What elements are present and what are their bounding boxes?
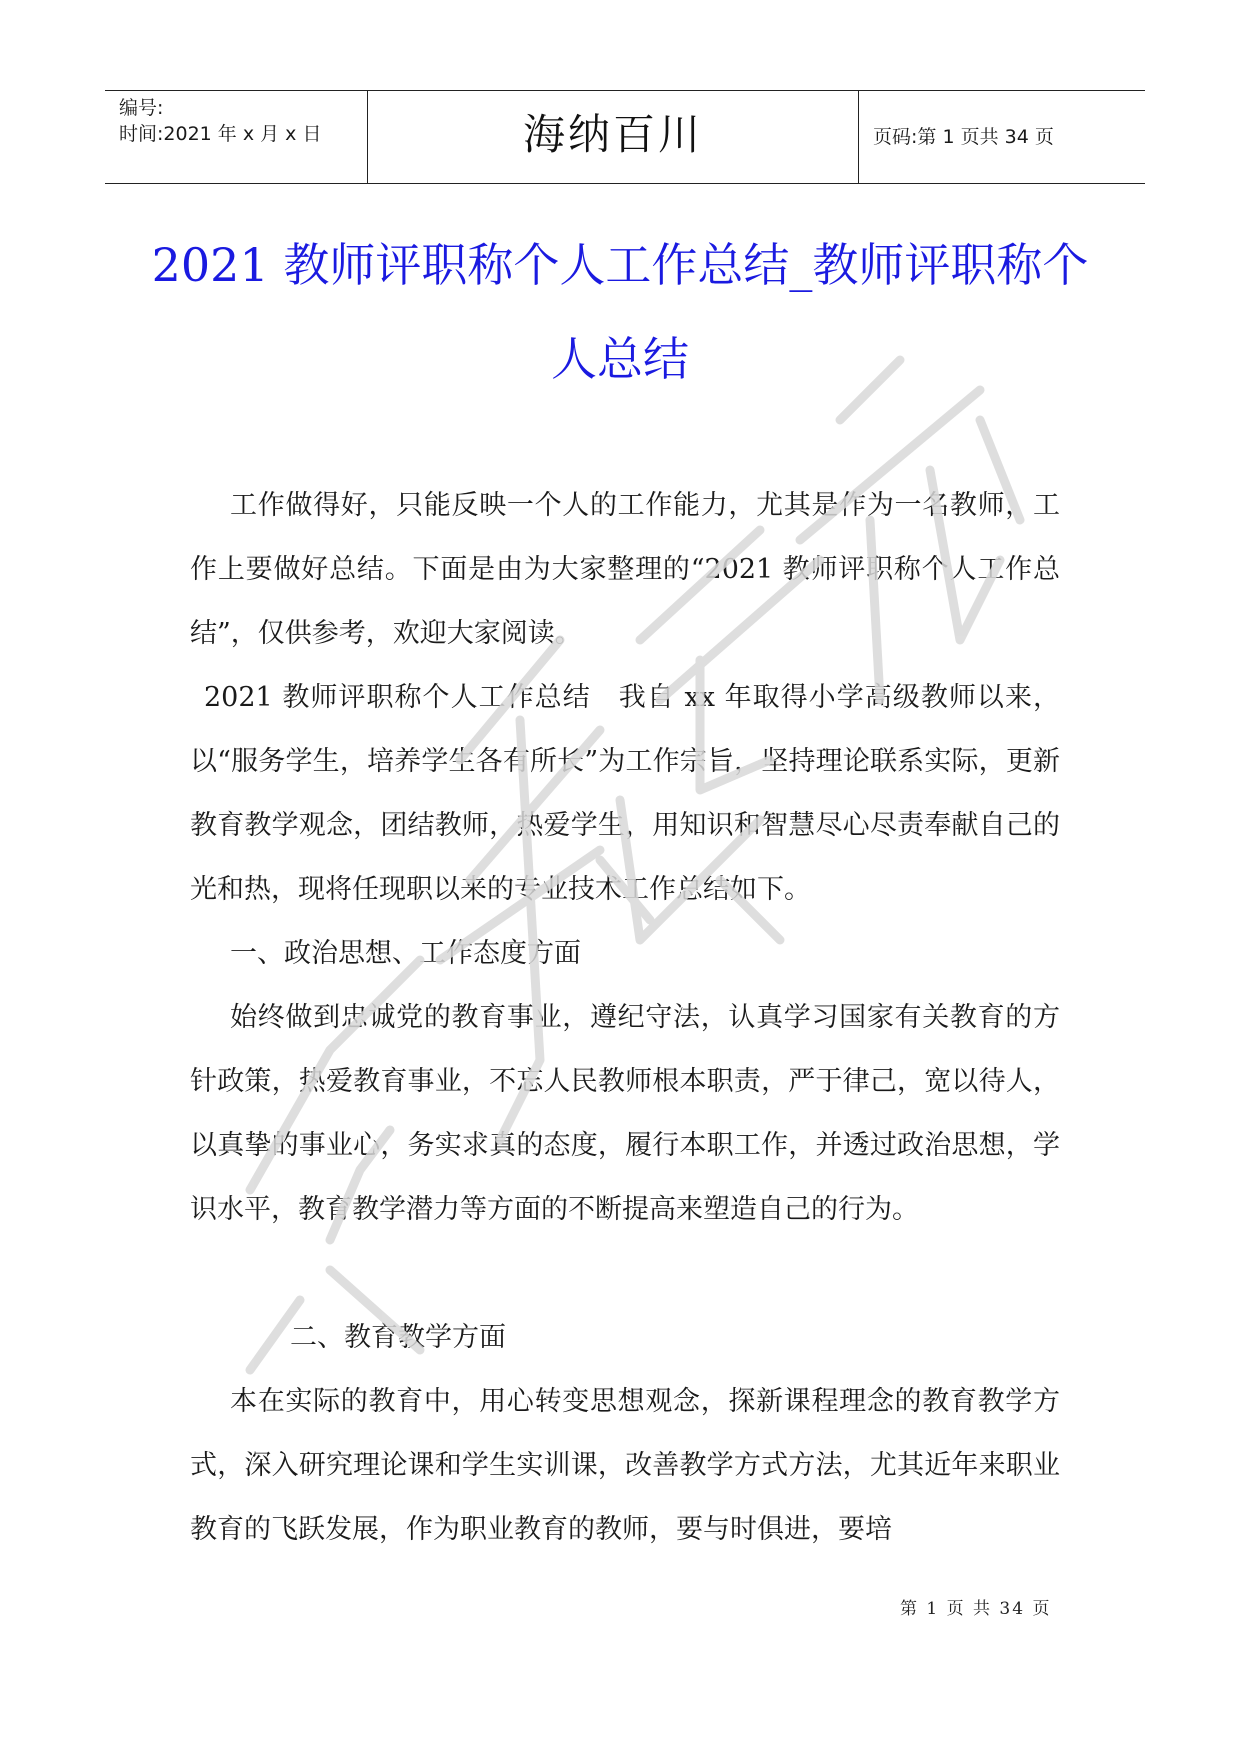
section-heading-politics: 一、政治思想、工作态度方面 [230, 938, 581, 969]
document-header [105, 90, 1145, 184]
page-footer: 第 1 页 共 34 页 [900, 1599, 1052, 1619]
section-heading-teaching: 二、教育教学方面 [290, 1322, 506, 1353]
paragraph-teaching: 本在实际的教育中，用心转变思想观念，探新课程理念的教育教学方式，深入研究理论课和学生实训课，改善教学方式方法，尤其近年来职业教育的飞跃发展，作为职业教育的教师，要与时俱进，要培 [190, 1386, 1060, 1545]
document-title: 2021 教师评职称个人工作总结_教师评职称个人总结 [151, 238, 1089, 386]
time-label: 时间:2021 年 x 月 x 日 [119, 123, 322, 145]
paragraph-summary: 2021 教师评职称个人工作总结 我自 xx 年取得小学高级教师以来，以“服务学生，培养学生各有所长”为工作宗旨，坚持理论联系实际，更新教育教学观念，团结教师，热爱学生，用知识和智慧尽心尽责奉献自己的光和热，现将任现职以来的专业技术工作总结如下。 [190, 682, 1060, 905]
brand-title: 海纳百川 [522, 110, 703, 159]
paragraph-politics: 始终做到忠诚党的教育事业，遵纪守法，认真学习国家有关教育的方针政策，热爱教育事业，不忘人民教师根本职责，严于律己，宽以待人，以真挚的事业心，务实求真的态度，履行本职工作，并透过政治思想，学识水平，教育教学潜力等方面的不断提高来塑造自己的行为。 [190, 1002, 1060, 1225]
page-code: 页码:第 1 页共 34 页 [873, 126, 1054, 148]
header-meta-cell [105, 91, 367, 183]
header-brand-cell [367, 91, 859, 183]
paragraph-intro: 工作做得好，只能反映一个人的工作能力，尤其是作为一名教师，工作上要做好总结。下面是由为大家整理的“2021 教师评职称个人工作总结”，仅供参考，欢迎大家阅读。 [190, 490, 1060, 649]
number-label: 编号: [119, 97, 164, 119]
header-page-cell [859, 91, 1145, 183]
